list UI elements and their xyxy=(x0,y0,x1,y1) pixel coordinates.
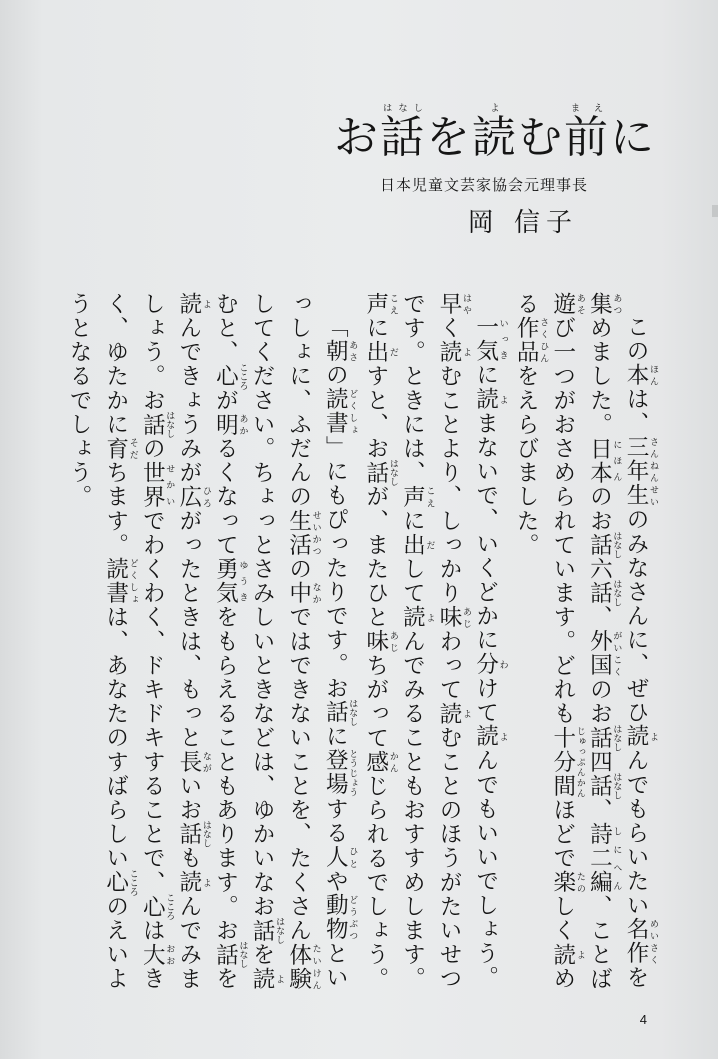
paragraph-1: この本 ほんは、三年生 さんねんせいのみなさんに、ぜひ読 よんでもらいたい名作 めいさくを集 あつめました。日本 にほんのお話 はなし六話 はなし、外国 がいこくのお話 はなし四話 はなし、詩二編 しにへん、ことば遊 あそび一つがおさめられています。どれも十分間 じゅっぷんかんほどで楽 たのしく読 よめる作品 さくひんをえらびました。 xyxy=(513,292,658,992)
author-affiliation: 日本児童文芸家協会元理事長 xyxy=(379,176,588,194)
title-block xyxy=(334,104,656,165)
paragraph-3: 「朝 あさの読書 どくしょ」にもぴったりです。お話 はなしに登場 とうじょうする人 ひとや動物 どうぶつといっしょに、ふだんの生活 せいかつの中 なかではできないことを、たくさん体験 たいけんしてください。ちょっとさみしいときなどは、ゆかいなお話 はなしを読 よむと、心 こころが明 あかるくなって勇気 ゆうきをもらえることもあります。お話 はなしを読 よんできょうみが広 ひろがったときは、もっと長 ながいお話 はなしも読 よんでみましょう。お話 はなしの世界 せかいでわくわく、ドキドキすることで、心 こころは大 おおきく、ゆたかに育 そだちます。読書 どくしょは、あなたのすばらしい心 こころのえいようとなるでしょう。 xyxy=(66,292,358,991)
paragraph-2: 一気 いっきに読 よまないで、いくどかに分 わけて読 よんでもいいでしょう。早 はやく読 よむことより、しっかり味 あじわって読 よむことのほうがたいせつです。ときには、声 こえに出 だして読 よんでみることもおすすめします。声 こえに出 だすと、お話 はなしが、またひと味 あじちがって感 かんじられるでしょう。 xyxy=(362,292,508,991)
page-title: お話はなしを読よむ前まえに xyxy=(334,104,656,163)
body-text xyxy=(61,292,659,992)
page-number: 4 xyxy=(639,1012,647,1027)
page-edge-tab xyxy=(712,205,718,217)
author-name: 岡 信子 xyxy=(467,208,578,238)
